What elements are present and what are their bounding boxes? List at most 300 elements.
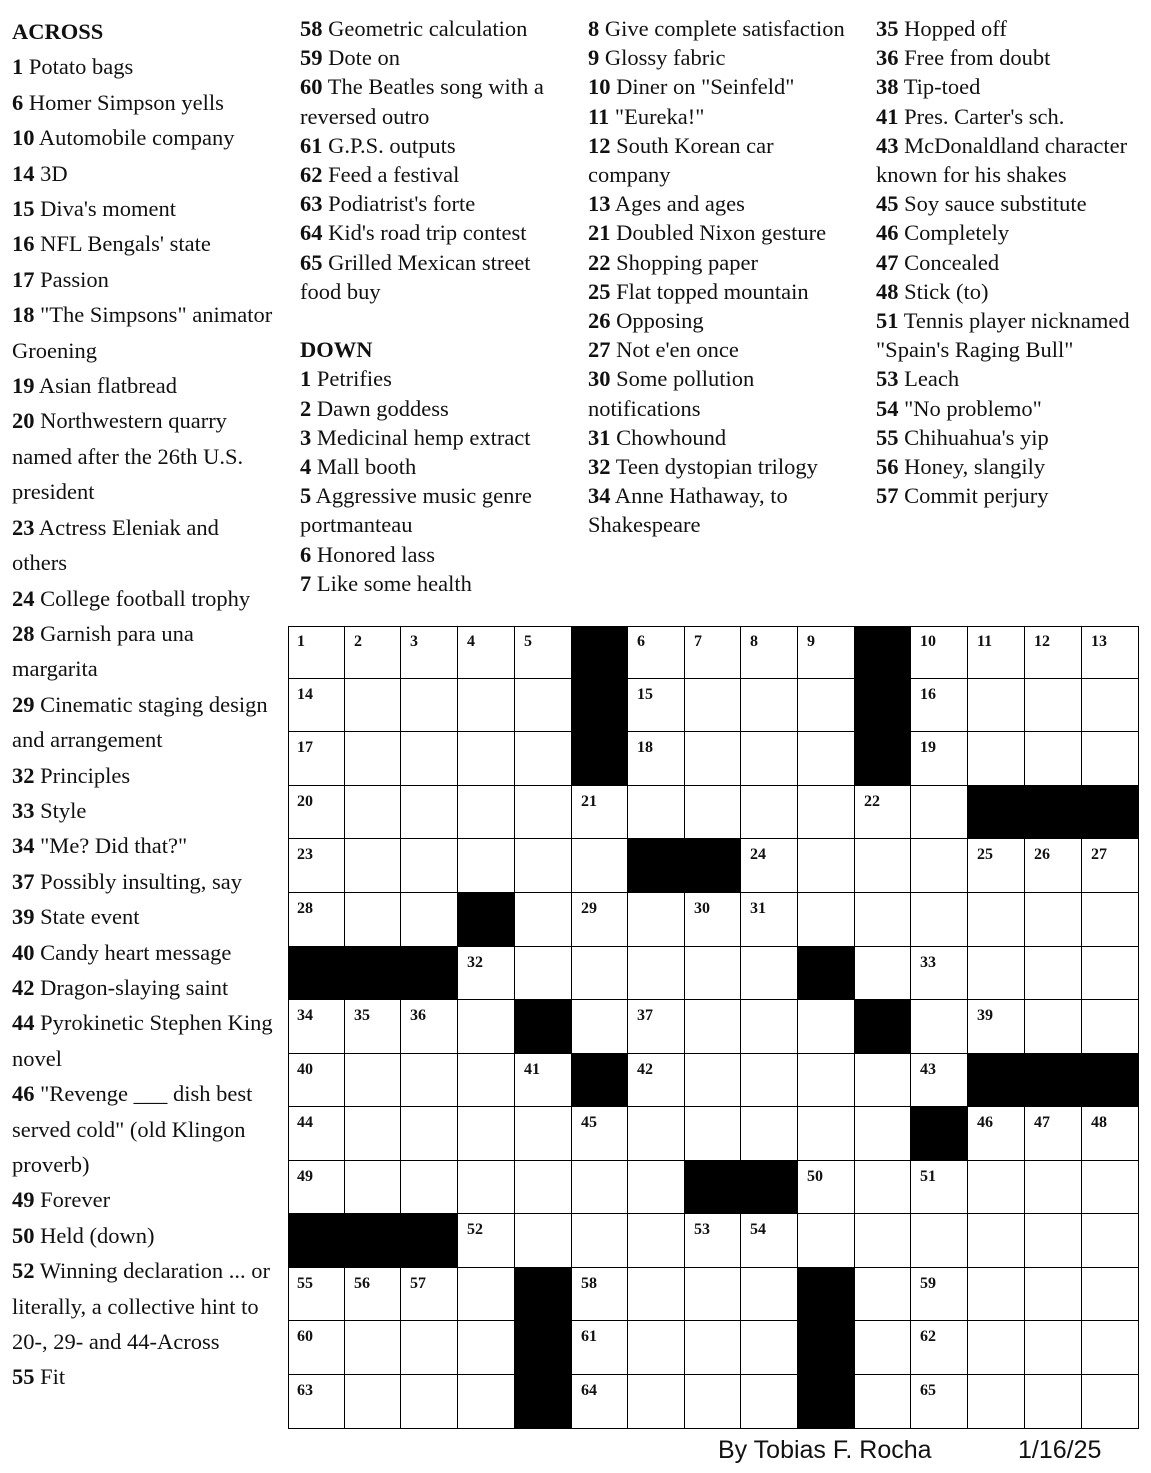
grid-cell[interactable] <box>1082 1375 1139 1429</box>
grid-cell[interactable] <box>741 893 798 947</box>
grid-cell[interactable] <box>401 1000 458 1054</box>
across-clue[interactable] <box>12 970 274 1005</box>
down-clue[interactable] <box>876 423 1144 452</box>
clue-number: 19 <box>12 373 35 399</box>
grid-cell[interactable] <box>685 1107 741 1161</box>
down-clue[interactable] <box>876 364 1144 393</box>
across-clue[interactable] <box>12 368 274 403</box>
cell-number: 5 <box>524 633 532 650</box>
down-clue[interactable] <box>588 72 856 101</box>
down-clue[interactable] <box>876 277 1144 306</box>
grid-cell[interactable] <box>515 1214 572 1268</box>
across-clue[interactable] <box>300 131 568 160</box>
grid-cell[interactable] <box>1025 732 1082 786</box>
grid-cell[interactable] <box>628 1161 685 1214</box>
grid-cell[interactable] <box>572 947 628 1000</box>
down-clue[interactable] <box>300 364 568 393</box>
across-clue[interactable] <box>300 72 568 130</box>
cell-number: 9 <box>807 633 815 650</box>
clue-column-1 <box>12 14 274 1395</box>
grid-cell[interactable] <box>345 786 401 839</box>
down-clue[interactable] <box>588 423 856 452</box>
grid-cell[interactable] <box>1025 626 1082 679</box>
grid-cell[interactable] <box>685 1375 741 1429</box>
grid-cell[interactable] <box>515 1161 572 1214</box>
grid-cell[interactable] <box>855 786 911 839</box>
grid-cell[interactable] <box>458 947 515 1000</box>
grid-cell[interactable] <box>628 1054 685 1107</box>
down-clue[interactable] <box>588 306 856 335</box>
grid-cell[interactable] <box>628 947 685 1000</box>
clue-text: Diva's moment <box>40 196 177 222</box>
grid-cell[interactable] <box>855 1107 911 1161</box>
clue-number: 43 <box>876 132 899 158</box>
across-clue[interactable] <box>300 160 568 189</box>
grid-cell[interactable] <box>968 1321 1025 1375</box>
grid-cell[interactable] <box>288 626 345 679</box>
down-clue[interactable] <box>300 423 568 452</box>
grid-cell[interactable] <box>911 947 968 1000</box>
grid-cell[interactable] <box>798 1000 855 1054</box>
grid-cell[interactable] <box>458 1054 515 1107</box>
grid-cell[interactable] <box>1025 679 1082 732</box>
grid-cell[interactable] <box>685 1054 741 1107</box>
grid-cell[interactable] <box>741 679 798 732</box>
grid-cell[interactable] <box>401 893 458 947</box>
grid-cell[interactable] <box>798 1054 855 1107</box>
grid-cell[interactable] <box>911 786 968 839</box>
down-clue[interactable] <box>876 248 1144 277</box>
grid-cell[interactable] <box>968 893 1025 947</box>
grid-cell[interactable] <box>458 679 515 732</box>
down-clue[interactable] <box>588 364 856 422</box>
grid-cell[interactable] <box>288 1321 345 1375</box>
grid-cell[interactable] <box>685 1268 741 1321</box>
across-clue[interactable] <box>12 1253 274 1359</box>
grid-cell[interactable] <box>458 786 515 839</box>
black-square <box>798 1321 855 1375</box>
grid-cell[interactable] <box>515 839 572 893</box>
black-square <box>1082 786 1139 839</box>
clue-number: 34 <box>12 833 35 859</box>
grid-cell[interactable] <box>288 893 345 947</box>
across-clue[interactable] <box>12 262 274 297</box>
grid-cell[interactable] <box>1082 893 1139 947</box>
grid-cell[interactable] <box>855 1321 911 1375</box>
grid-cell[interactable] <box>911 1214 968 1268</box>
grid-cell[interactable] <box>345 732 401 786</box>
grid-cell[interactable] <box>911 1321 968 1375</box>
down-clue[interactable] <box>588 248 856 277</box>
across-clue[interactable] <box>12 899 274 934</box>
grid-cell[interactable] <box>968 732 1025 786</box>
grid-cell[interactable] <box>911 1375 968 1429</box>
grid-cell[interactable] <box>1025 1000 1082 1054</box>
grid-cell[interactable] <box>741 1214 798 1268</box>
grid-cell[interactable] <box>572 1321 628 1375</box>
down-clue[interactable] <box>588 481 856 539</box>
grid-cell[interactable] <box>628 1268 685 1321</box>
grid-cell[interactable] <box>685 786 741 839</box>
down-clue[interactable] <box>876 131 1144 189</box>
grid-cell[interactable] <box>1025 947 1082 1000</box>
grid-cell[interactable] <box>288 679 345 732</box>
grid-cell[interactable] <box>458 626 515 679</box>
grid-cell[interactable] <box>798 626 855 679</box>
down-clue[interactable] <box>588 131 856 189</box>
clue-number: 31 <box>588 424 611 450</box>
clue-text: Homer Simpson yells <box>28 89 224 115</box>
grid-cell[interactable] <box>855 839 911 893</box>
grid-cell[interactable] <box>798 839 855 893</box>
down-clue[interactable] <box>876 72 1144 101</box>
grid-cell[interactable] <box>345 1161 401 1214</box>
grid-cell[interactable] <box>911 1054 968 1107</box>
grid-cell[interactable] <box>628 1107 685 1161</box>
grid-cell[interactable] <box>345 1268 401 1321</box>
clue-number: 51 <box>876 308 899 334</box>
grid-cell[interactable] <box>1025 893 1082 947</box>
clue-text: Stick (to) <box>904 278 989 304</box>
down-clue[interactable] <box>588 102 856 131</box>
grid-cell[interactable] <box>798 1214 855 1268</box>
across-clue[interactable] <box>12 616 274 687</box>
grid-cell[interactable] <box>1025 1268 1082 1321</box>
grid-cell[interactable] <box>458 1268 515 1321</box>
grid-cell[interactable] <box>1082 1161 1139 1214</box>
grid-cell[interactable] <box>515 626 572 679</box>
grid-cell[interactable] <box>345 1321 401 1375</box>
grid-cell[interactable] <box>345 1375 401 1429</box>
grid-cell[interactable] <box>1082 839 1139 893</box>
down-clue[interactable] <box>588 452 856 481</box>
grid-cell[interactable] <box>572 786 628 839</box>
grid-cell[interactable] <box>911 679 968 732</box>
cell-number: 15 <box>637 686 653 703</box>
clue-number: 48 <box>876 278 899 304</box>
down-clue[interactable] <box>876 14 1144 43</box>
grid-cell[interactable] <box>288 1161 345 1214</box>
grid-cell[interactable] <box>855 1214 911 1268</box>
grid-cell[interactable] <box>288 1268 345 1321</box>
grid-cell[interactable] <box>515 732 572 786</box>
grid-cell[interactable] <box>572 1000 628 1054</box>
grid-cell[interactable] <box>685 1000 741 1054</box>
black-square <box>1082 1054 1139 1107</box>
grid-cell[interactable] <box>741 1268 798 1321</box>
grid-cell[interactable] <box>741 1107 798 1161</box>
grid-cell[interactable] <box>515 1054 572 1107</box>
grid-cell[interactable] <box>685 732 741 786</box>
grid-cell[interactable] <box>458 1375 515 1429</box>
across-clue[interactable] <box>300 218 568 247</box>
grid-cell[interactable] <box>628 1000 685 1054</box>
grid-cell[interactable] <box>855 947 911 1000</box>
grid-cell[interactable] <box>515 679 572 732</box>
grid-cell[interactable] <box>911 732 968 786</box>
across-clue[interactable] <box>12 1076 274 1182</box>
grid-cell[interactable] <box>572 1268 628 1321</box>
across-clue[interactable] <box>12 156 274 191</box>
grid-cell[interactable] <box>345 839 401 893</box>
grid-cell[interactable] <box>401 1375 458 1429</box>
grid-cell[interactable] <box>401 1107 458 1161</box>
grid-cell[interactable] <box>401 626 458 679</box>
cell-number: 24 <box>750 846 766 863</box>
grid-cell[interactable] <box>628 732 685 786</box>
grid-cell[interactable] <box>288 1054 345 1107</box>
grid-cell[interactable] <box>458 1214 515 1268</box>
grid-cell[interactable] <box>401 1054 458 1107</box>
down-clue[interactable] <box>300 394 568 423</box>
across-clue[interactable] <box>12 297 274 368</box>
grid-cell[interactable] <box>741 626 798 679</box>
across-clue[interactable] <box>12 85 274 120</box>
grid-cell[interactable] <box>741 732 798 786</box>
grid-cell[interactable] <box>1082 1214 1139 1268</box>
grid-cell[interactable] <box>855 1375 911 1429</box>
grid-cell[interactable] <box>741 1054 798 1107</box>
grid-cell[interactable] <box>288 732 345 786</box>
grid-cell[interactable] <box>1025 1375 1082 1429</box>
grid-cell[interactable] <box>911 1000 968 1054</box>
across-clue[interactable] <box>12 1218 274 1253</box>
down-clue[interactable] <box>588 189 856 218</box>
across-clue[interactable] <box>300 43 568 72</box>
grid-cell[interactable] <box>628 1214 685 1268</box>
grid-cell[interactable] <box>968 1268 1025 1321</box>
grid-cell[interactable] <box>458 1107 515 1161</box>
across-clue[interactable] <box>300 248 568 306</box>
across-clue[interactable] <box>12 226 274 261</box>
grid-cell[interactable] <box>458 732 515 786</box>
grid-cell[interactable] <box>798 1107 855 1161</box>
grid-cell[interactable] <box>1025 1161 1082 1214</box>
grid-cell[interactable] <box>345 1107 401 1161</box>
clue-number: 15 <box>12 196 35 222</box>
grid-cell[interactable] <box>1025 1321 1082 1375</box>
grid-cell[interactable] <box>911 839 968 893</box>
grid-cell[interactable] <box>401 786 458 839</box>
down-clue[interactable] <box>876 218 1144 247</box>
grid-cell[interactable] <box>401 1321 458 1375</box>
black-square <box>798 1268 855 1321</box>
grid-cell[interactable] <box>572 1107 628 1161</box>
across-clue[interactable] <box>12 1182 274 1217</box>
grid-cell[interactable] <box>855 893 911 947</box>
grid-cell[interactable] <box>798 1161 855 1214</box>
across-clue[interactable] <box>12 758 274 793</box>
clue-number: 21 <box>588 220 611 246</box>
grid-cell[interactable] <box>345 679 401 732</box>
grid-cell[interactable] <box>628 1375 685 1429</box>
cell-number: 29 <box>581 900 597 917</box>
grid-cell[interactable] <box>401 679 458 732</box>
grid-cell[interactable] <box>628 1321 685 1375</box>
grid-cell[interactable] <box>741 947 798 1000</box>
down-clue[interactable] <box>876 306 1144 364</box>
down-clue[interactable] <box>876 394 1144 423</box>
grid-cell[interactable] <box>968 1000 1025 1054</box>
grid-cell[interactable] <box>1082 1321 1139 1375</box>
across-clue[interactable] <box>12 581 274 616</box>
grid-cell[interactable] <box>798 786 855 839</box>
grid-cell[interactable] <box>968 1375 1025 1429</box>
grid-cell[interactable] <box>968 839 1025 893</box>
grid-cell[interactable] <box>1082 679 1139 732</box>
grid-cell[interactable] <box>401 1161 458 1214</box>
down-clue[interactable] <box>876 43 1144 72</box>
grid-cell[interactable] <box>345 1054 401 1107</box>
clue-number: 27 <box>588 337 611 363</box>
grid-cell[interactable] <box>515 947 572 1000</box>
across-clue[interactable] <box>12 403 274 509</box>
down-clue[interactable] <box>300 540 568 569</box>
clue-column-3 <box>588 14 856 540</box>
down-clue[interactable] <box>876 102 1144 131</box>
grid-cell[interactable] <box>572 893 628 947</box>
grid-cell[interactable] <box>288 786 345 839</box>
grid-cell[interactable] <box>572 839 628 893</box>
grid-cell[interactable] <box>685 1321 741 1375</box>
grid-cell[interactable] <box>798 732 855 786</box>
cell-number: 20 <box>297 793 313 810</box>
grid-cell[interactable] <box>968 947 1025 1000</box>
grid-cell[interactable] <box>401 732 458 786</box>
cell-number: 19 <box>920 739 936 756</box>
across-clue[interactable] <box>12 1005 274 1076</box>
grid-cell[interactable] <box>1082 947 1139 1000</box>
grid-cell[interactable] <box>288 1107 345 1161</box>
cell-number: 33 <box>920 954 936 971</box>
grid-cell[interactable] <box>798 679 855 732</box>
grid-cell[interactable] <box>685 1214 741 1268</box>
grid-cell[interactable] <box>968 1161 1025 1214</box>
grid-cell[interactable] <box>968 1107 1025 1161</box>
grid-cell[interactable] <box>741 1321 798 1375</box>
grid-cell[interactable] <box>572 1375 628 1429</box>
grid-cell[interactable] <box>458 839 515 893</box>
grid-cell[interactable] <box>911 626 968 679</box>
grid-cell[interactable] <box>458 1161 515 1214</box>
grid-cell[interactable] <box>628 626 685 679</box>
down-clue[interactable] <box>876 452 1144 481</box>
grid-cell[interactable] <box>741 1000 798 1054</box>
clue-text: "Eureka!" <box>614 103 705 129</box>
down-clue[interactable] <box>300 452 568 481</box>
grid-cell[interactable] <box>1082 1107 1139 1161</box>
grid-cell[interactable] <box>1025 1107 1082 1161</box>
clue-text: 3D <box>40 160 68 186</box>
across-clue[interactable] <box>12 864 274 899</box>
grid-cell[interactable] <box>1082 1000 1139 1054</box>
down-clue[interactable] <box>588 218 856 247</box>
across-clue[interactable] <box>12 687 274 758</box>
across-clue[interactable] <box>12 49 274 84</box>
grid-cell[interactable] <box>288 839 345 893</box>
clue-column-2 <box>300 14 568 598</box>
grid-cell[interactable] <box>855 1161 911 1214</box>
across-clue[interactable] <box>12 793 274 828</box>
grid-cell[interactable] <box>628 893 685 947</box>
grid-cell[interactable] <box>1082 732 1139 786</box>
grid-cell[interactable] <box>685 679 741 732</box>
across-clue[interactable] <box>12 120 274 155</box>
clue-number: 37 <box>12 868 35 894</box>
grid-cell[interactable] <box>1082 1268 1139 1321</box>
grid-cell[interactable] <box>968 1214 1025 1268</box>
grid-cell[interactable] <box>968 679 1025 732</box>
grid-cell[interactable] <box>345 1000 401 1054</box>
grid-cell[interactable] <box>1025 1214 1082 1268</box>
down-clue[interactable] <box>588 14 856 43</box>
clue-number: 55 <box>12 1364 35 1390</box>
grid-cell[interactable] <box>855 1054 911 1107</box>
down-clue[interactable] <box>876 189 1144 218</box>
grid-cell[interactable] <box>628 679 685 732</box>
grid-cell[interactable] <box>515 786 572 839</box>
down-clue[interactable] <box>588 43 856 72</box>
across-clue[interactable] <box>12 510 274 581</box>
grid-cell[interactable] <box>911 1161 968 1214</box>
grid-cell[interactable] <box>515 1107 572 1161</box>
down-clue[interactable] <box>588 335 856 364</box>
clue-text: Like some health <box>316 570 472 596</box>
across-clue[interactable] <box>300 14 568 43</box>
grid-cell[interactable] <box>741 839 798 893</box>
grid-cell[interactable] <box>1082 626 1139 679</box>
grid-cell[interactable] <box>458 1321 515 1375</box>
grid-cell[interactable] <box>968 626 1025 679</box>
grid-cell[interactable] <box>288 1000 345 1054</box>
grid-cell[interactable] <box>515 893 572 947</box>
grid-cell[interactable] <box>855 1268 911 1321</box>
grid-cell[interactable] <box>288 1375 345 1429</box>
grid-cell[interactable] <box>741 1375 798 1429</box>
grid-cell[interactable] <box>685 626 741 679</box>
grid-cell[interactable] <box>345 626 401 679</box>
grid-cell[interactable] <box>401 839 458 893</box>
grid-cell[interactable] <box>572 1214 628 1268</box>
grid-cell[interactable] <box>1025 839 1082 893</box>
down-clue[interactable] <box>300 481 568 539</box>
down-clue[interactable] <box>876 481 1144 510</box>
across-clue[interactable] <box>12 191 274 226</box>
grid-cell[interactable] <box>458 1000 515 1054</box>
grid-cell[interactable] <box>572 1161 628 1214</box>
grid-cell[interactable] <box>401 1268 458 1321</box>
grid-cell[interactable] <box>345 893 401 947</box>
cell-number: 27 <box>1091 846 1107 863</box>
across-clue[interactable] <box>12 1359 274 1394</box>
grid-cell[interactable] <box>798 893 855 947</box>
down-clue[interactable] <box>300 569 568 598</box>
clue-text: Automobile company <box>38 125 235 151</box>
grid-cell[interactable] <box>628 786 685 839</box>
clue-number: 28 <box>12 620 35 646</box>
across-clue[interactable] <box>12 935 274 970</box>
clue-text: Opposing <box>616 308 704 334</box>
grid-cell[interactable] <box>911 1268 968 1321</box>
down-clue[interactable] <box>588 277 856 306</box>
across-clue[interactable] <box>300 189 568 218</box>
grid-cell[interactable] <box>685 893 741 947</box>
across-clue[interactable] <box>12 828 274 863</box>
grid-cell[interactable] <box>911 893 968 947</box>
grid-cell[interactable] <box>685 947 741 1000</box>
clue-number: 52 <box>12 1258 35 1284</box>
grid-cell[interactable] <box>741 786 798 839</box>
